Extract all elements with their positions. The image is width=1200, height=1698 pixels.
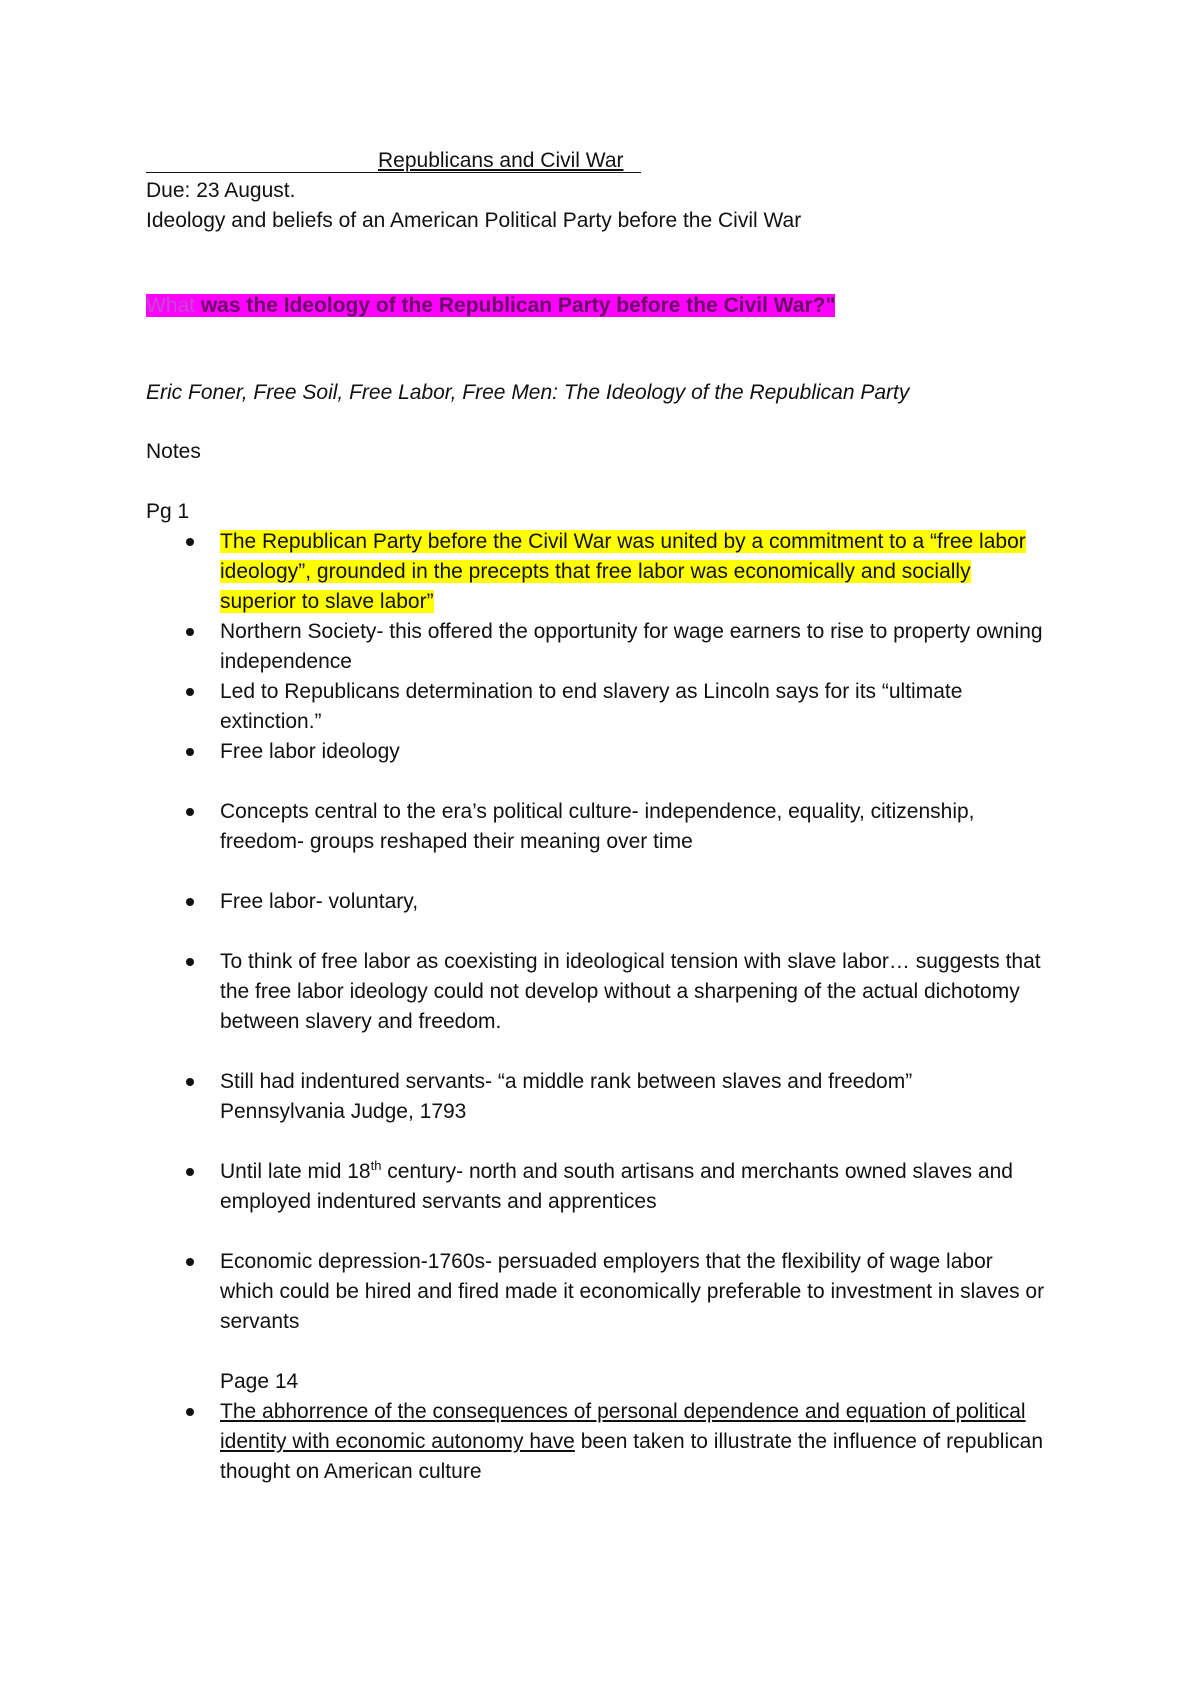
note-text-part: Until late mid 18 xyxy=(220,1160,371,1183)
question-prefix: What xyxy=(146,294,196,317)
question-text: was the Ideology of the Republican Party before the Civil War?" xyxy=(195,294,836,317)
bullet-icon xyxy=(186,1408,194,1416)
bullet-icon xyxy=(186,898,194,906)
note-text: To think of free labor as coexisting in ideological tension with slave labor… suggests that the free labor ideology could not develop without a sharpening of the actual dichotomy between slavery and freedom. xyxy=(220,950,1041,1033)
note-text xyxy=(220,1067,1050,1127)
bullet-icon xyxy=(186,688,194,696)
note-text xyxy=(220,1397,1050,1487)
bullet-icon xyxy=(186,538,194,546)
bullet-icon xyxy=(186,628,194,636)
bullet-icon xyxy=(186,748,194,756)
note-text-part: century- north and south artisans and merchants owned slaves and employed indentured servants and apprentices xyxy=(220,1160,1013,1213)
citation: Eric Foner, Free Soil, Free Labor, Free Men: The Ideology of the Republican Party xyxy=(146,381,910,404)
note-text: Economic depression-1760s- persuaded employers that the flexibility of wage labor which could be hired and fired made it economically preferable to investment in slaves or servants xyxy=(220,1250,1045,1333)
note-text xyxy=(220,1157,1050,1217)
highlighted-note: The Republican Party before the Civil War was united by a commitment to a “free labor ideology”, grounded in the precepts that free labor was economically and socially superior to slave labor” xyxy=(220,530,1026,613)
notes-heading: Notes xyxy=(146,440,201,463)
note-text: Led to Republicans determination to end slavery as Lincoln says for its “ultimate extinction.” xyxy=(220,680,963,733)
document-title: Republicans and Civil War xyxy=(378,149,624,172)
research-question xyxy=(146,291,835,321)
note-text: Free labor- voluntary, xyxy=(220,890,419,913)
page14-label: Page 14 xyxy=(220,1370,299,1393)
note-text-part: been taken to illustrate the influence of republican thought on American culture xyxy=(220,1430,1044,1483)
subtitle: Ideology and beliefs of an American Political Party before the Civil War xyxy=(146,209,802,232)
underlined-text: The abhorrence of the consequences of personal dependence and equation of political identity with economic autonomy have xyxy=(220,1400,1026,1453)
note-line: Still had indentured servants- “a middle rank between slaves and freedom” xyxy=(220,1070,913,1093)
bullet-icon xyxy=(186,1168,194,1176)
bullet-icon xyxy=(186,1078,194,1086)
note-text: Free labor ideology xyxy=(220,740,400,763)
bullet-icon xyxy=(186,808,194,816)
bullet-icon xyxy=(186,1258,194,1266)
ordinal-superscript: th xyxy=(370,1158,382,1173)
note-text: Northern Society- this offered the opportunity for wage earners to rise to property owning independence xyxy=(220,620,1043,673)
note-text: Concepts central to the era’s political culture- independence, equality, citizenship, freedom- groups reshaped their meaning over time xyxy=(220,800,975,853)
pg1-label: Pg 1 xyxy=(146,500,190,523)
bullet-icon xyxy=(186,958,194,966)
due-date: Due: 23 August. xyxy=(146,179,296,202)
note-line: Pennsylvania Judge, 1793 xyxy=(220,1100,467,1123)
